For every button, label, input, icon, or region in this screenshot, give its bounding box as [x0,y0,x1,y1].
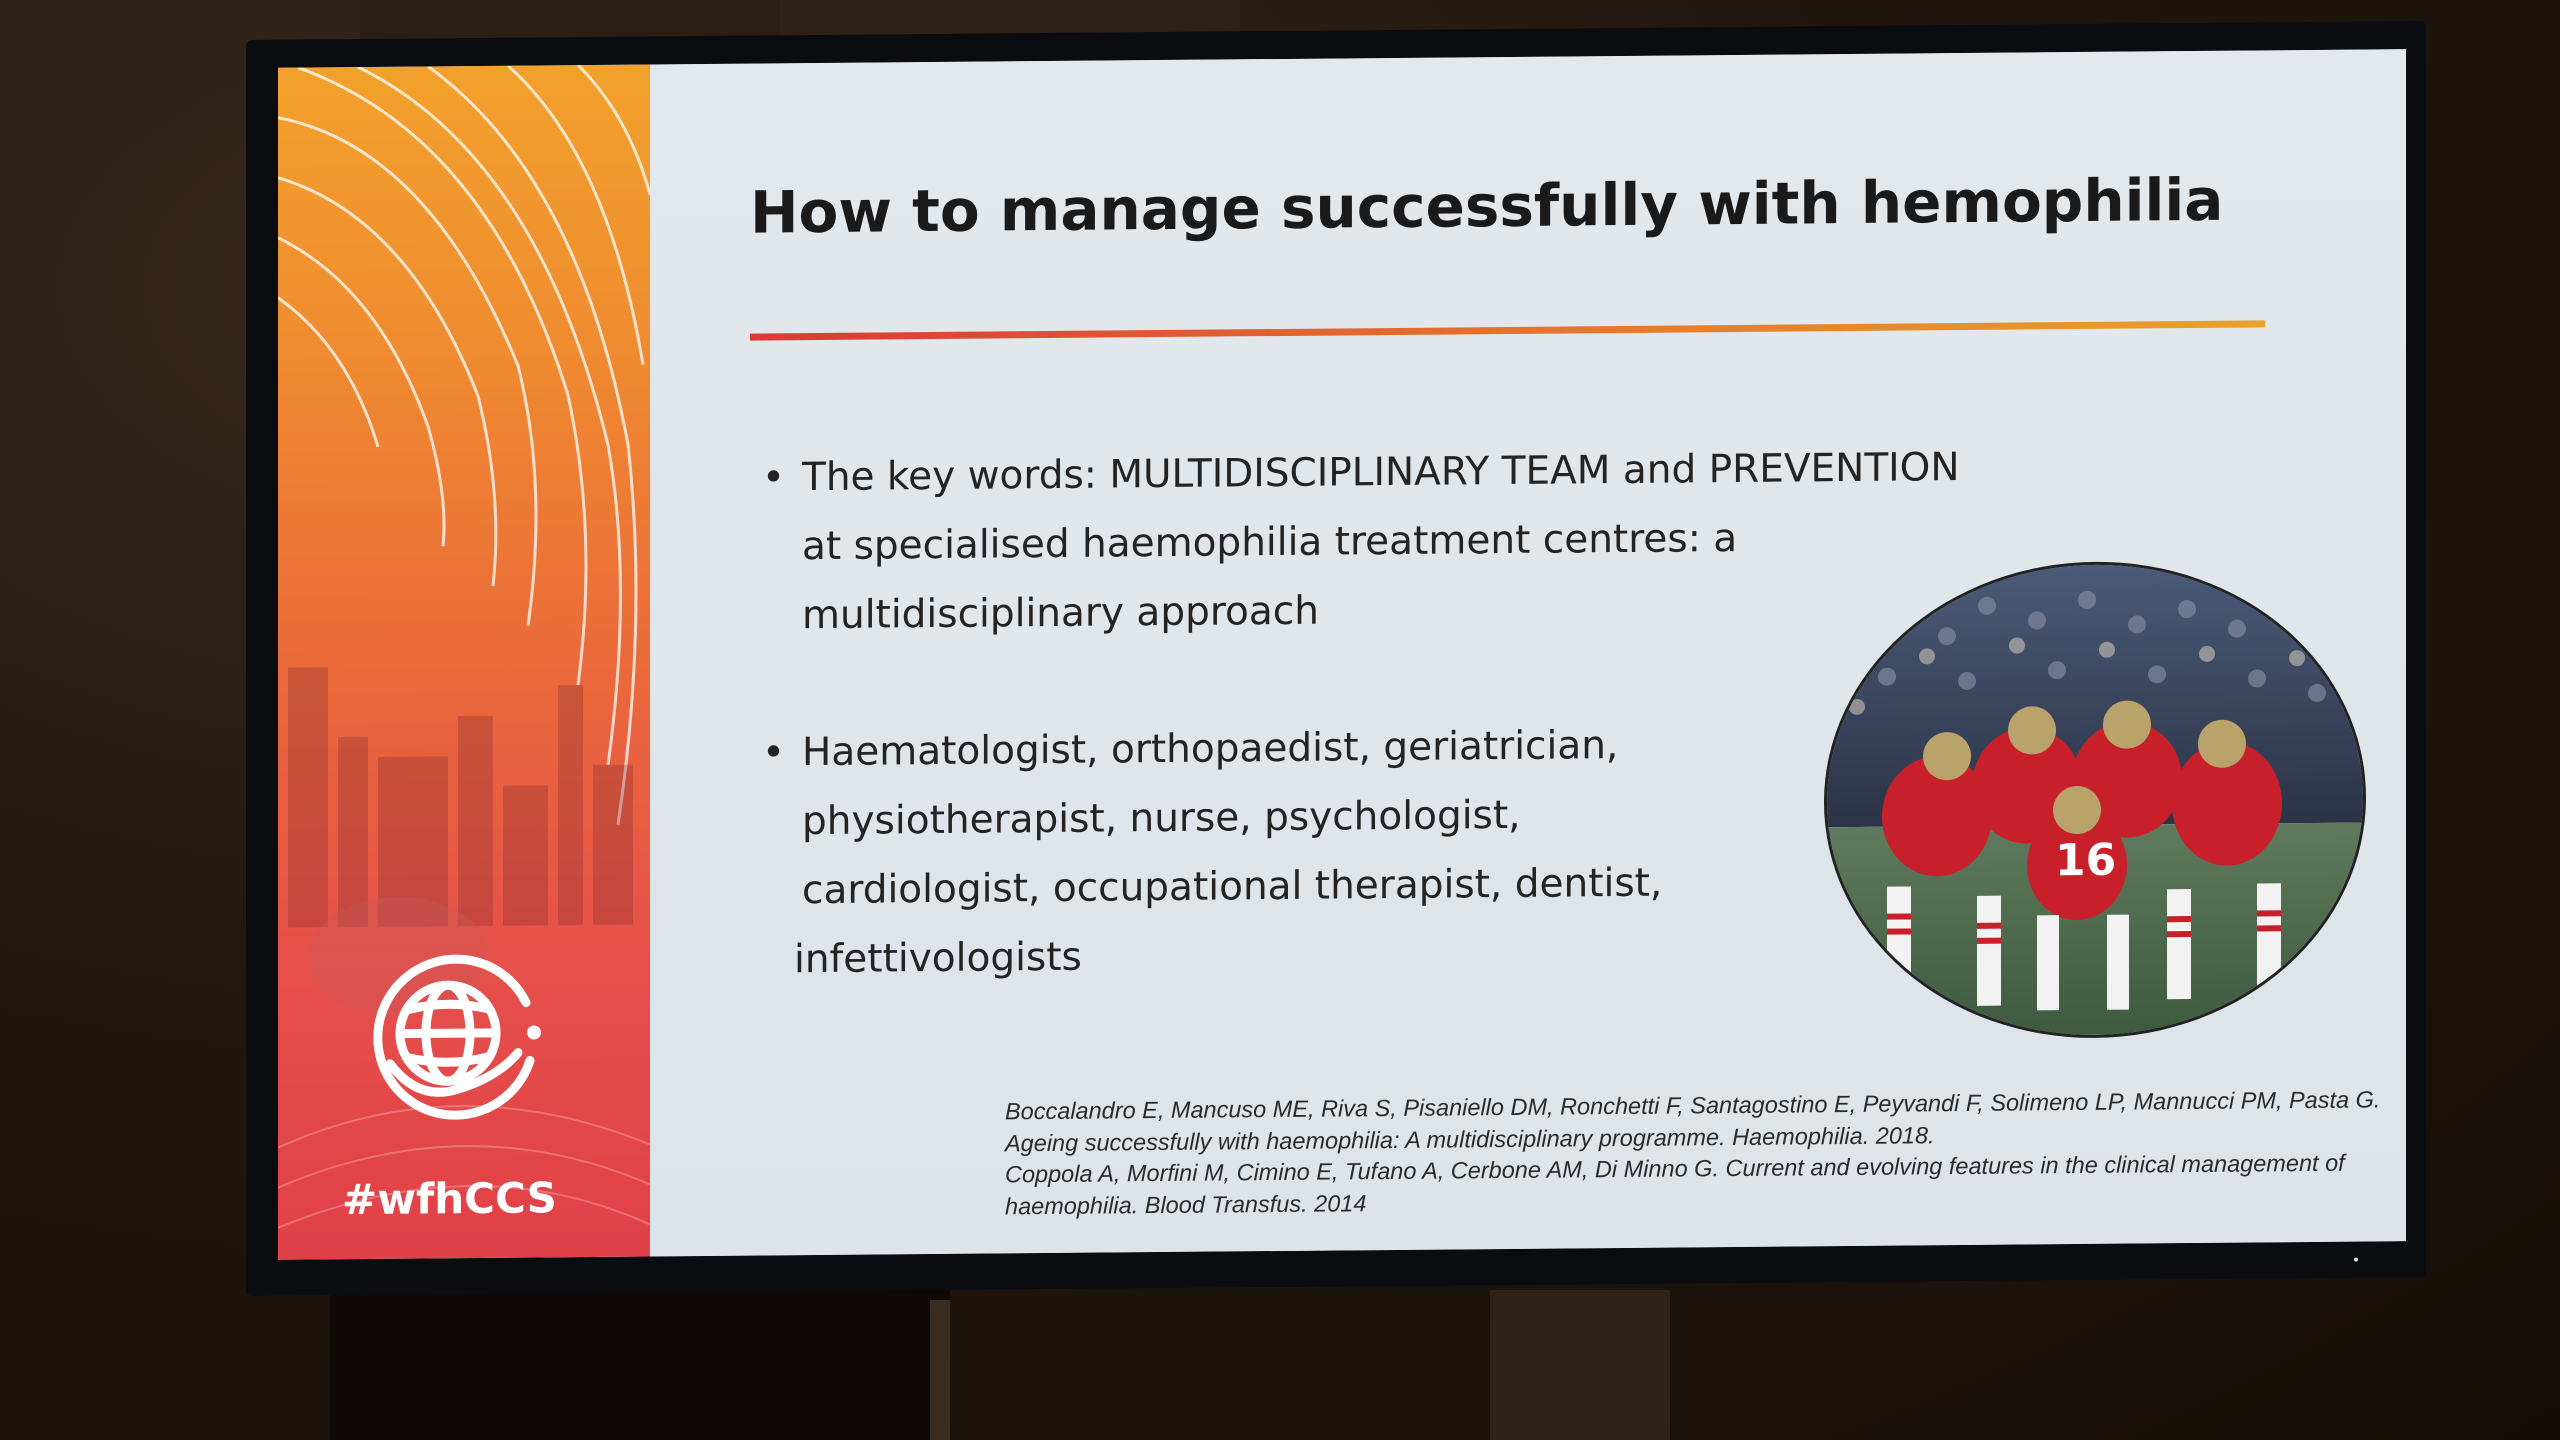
bullet-line: at specialised haemophilia treatment centres: a [802,515,1738,570]
globe-in-hand-icon [358,940,558,1142]
hashtag-label: #wfhCCS [342,1173,557,1225]
references [1005,1084,2400,1222]
slide-content [650,49,2406,1256]
bullet-line: physiotherapist, nurse, psychologist, [802,792,1521,845]
presentation-slide [278,49,2406,1260]
bullet-glyph: • [762,730,786,776]
bullet-line: The key words: MULTIDISCIPLINARY TEAM and PREVENTION [802,445,1960,501]
bullet-list [762,433,1962,994]
title-divider [750,320,2265,340]
stand-pole [930,1300,950,1440]
jersey-number: 16 [2055,834,2117,887]
reference-item: Coppola A, Morfini M, Cimino E, Tufano A, Cerbone AM, Di Minno G. Current and evolving features in the clinical management of haemophilia. Blood Transfus. 2014 [1005,1149,2345,1219]
bullet-item [762,708,1962,994]
tv-monitor [246,21,2426,1296]
bullet-line: cardiologist, occupational therapist, dentist, [802,860,1663,914]
reference-item: Boccalandro E, Mancuso ME, Riva S, Pisaniello DM, Ronchetti F, Santagostino E, Peyvandi F, Solimeno LP, Mannucci PM, Pasta G. Ageing successfully with haemophilia: A multidisciplinary programme. Haemophilia. 2018. [1005,1086,2381,1156]
team-huddle-photo [1824,559,2366,1040]
bullet-glyph: • [762,455,786,501]
power-indicator [2354,1258,2358,1262]
slide-title: How to manage successfully with hemophilia [750,165,2224,247]
bullet-item [762,433,1962,650]
tv-stand [330,1290,950,1440]
football-huddle-image [1827,563,2363,1038]
bullet-line: multidisciplinary approach [802,588,1319,639]
bullet-line: infettivologists [794,934,1082,983]
slide-sidebar [278,64,650,1259]
stand-base [1490,1290,1670,1440]
bullet-line: Haematologist, orthopaedist, geriatrician, [802,723,1619,776]
